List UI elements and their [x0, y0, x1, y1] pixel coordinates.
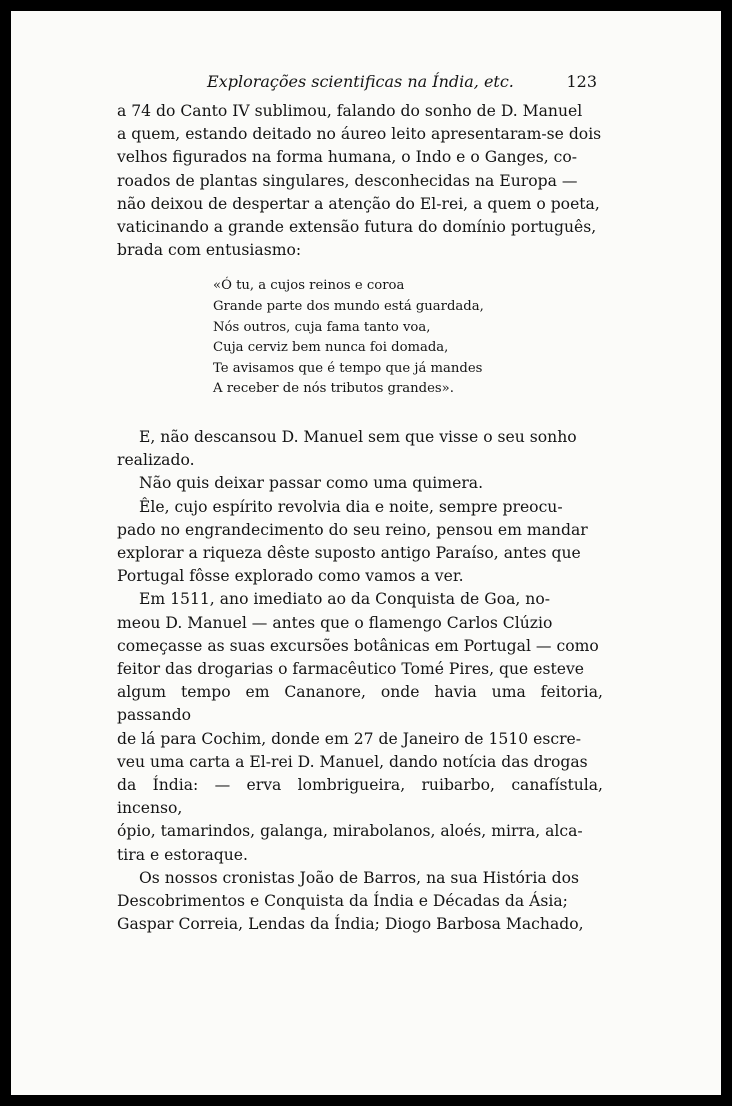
verse-line-6: A receber de nós tributos grandes». [213, 381, 454, 397]
verse-line-2: Grande parte dos mundo está guardada, [213, 299, 484, 315]
verse-line-3: Nós outros, cuja fama tanto voa, [213, 319, 431, 335]
paragraph-5: Em 1511, ano imediato ao da Conquista de Goa, no- meou D. Manuel — antes que o flamengo Carlos Clúzio começasse as suas excursões botânicas em Portugal — como feitor das drogarias o farmacêutico Tomé Pires, que esteve algum tempo em Cananore, onde havia uma feitoria, passando de lá para Cochim, donde em 27 de Janeiro de 1510 escre- veu uma carta a El-rei D. Manuel, dando notícia das drogas da Índia: — erva lombrigueira, ruibarbo, canafístula, incenso, ópio, tamarindos, galanga, mirabolanos, aloés, mirra, alca- tira e estoraque. [117, 590, 603, 864]
page-content [117, 66, 603, 936]
paragraph-2: E, não descansou D. Manuel sem que visse o seu sonho realizado. [117, 427, 577, 470]
book-page [11, 11, 721, 1095]
page-number: 123 [566, 72, 597, 91]
paragraph-3: Não quis deixar passar como uma quimera. [139, 474, 484, 493]
verse-line-1: «Ó tu, a cujos reinos e coroa [213, 278, 405, 294]
paragraph-4: Êle, cujo espírito revolvia dia e noite, sempre preocu- pado no engrandecimento do seu reino, pensou em mandar explorar a riqueza dêste suposto antigo Paraíso, antes que Portugal fôsse explorado como vamos a ver. [117, 497, 588, 586]
verse-quote [213, 276, 603, 400]
verse-line-5: Te avisamos que é tempo que já mandes [213, 360, 483, 376]
paragraph-1: a 74 do Canto IV sublimou, falando do sonho de D. Manuel a quem, estando deitado no áureo leito apresentaram-se dois velhos figurados na forma humana, o Indo e o Ganges, co- roados de plantas singulares, desconhecidas na Europa — não deixou de despertar a atenção do El-rei, a quem o poeta, vaticinando a grande extensão futura do domínio português, brada com entusiasmo: [117, 102, 602, 260]
paragraph-6: Os nossos cronistas João de Barros, na sua História dos Descobrimentos e Conquista da Índia e Décadas da Ásia; Gaspar Correia, Lendas da Índia; Diogo Barbosa Machado, [117, 868, 584, 934]
running-head [117, 66, 603, 100]
verse-line-4: Cuja cerviz bem nunca foi domada, [213, 340, 449, 356]
running-title: Explorações scientificas na Índia, etc. [207, 72, 514, 91]
